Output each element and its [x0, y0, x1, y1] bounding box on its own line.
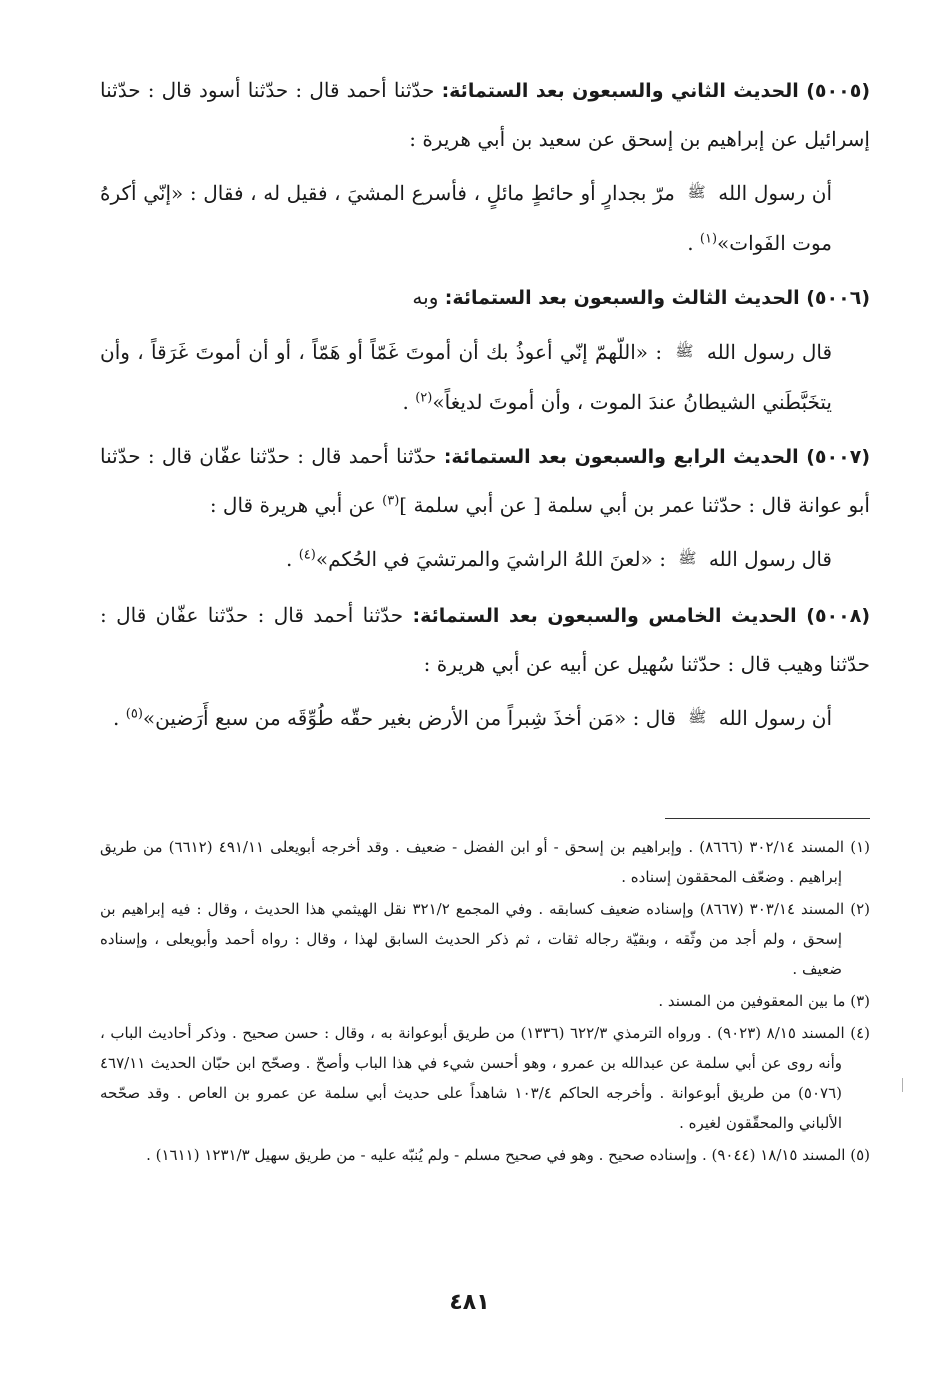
hadith-5005-chain: حدّثنا أحمد قال : حدّثنا أسود قال : حدّثنا إسرائيل عن إبراهيم بن إسحق عن سعيد بن أبي هريرة :: [100, 78, 870, 151]
hadith-5005-matn: [100, 169, 870, 267]
footnote-ref-5: (٥): [125, 706, 143, 722]
salawat-glyph: ﷺ: [678, 549, 697, 567]
hadith-5007-matn-start: قال رسول الله: [708, 547, 832, 571]
hadith-5008-matn: [100, 694, 870, 744]
footnote-ref-4: (٤): [298, 547, 316, 563]
footnote-5: (٥) المسند ١٨/١٥ (٩٠٤٤) . وإسناده صحيح . وهو في صحيح مسلم - ولم يُنبّه عليه - من طريق سهيل ١٢٣١/٣ (١٦١١) .: [146, 1146, 870, 1164]
hadith-5005-end: .: [687, 231, 694, 255]
salawat-glyph: ﷺ: [687, 183, 706, 201]
hadith-5007-chain: حدّثنا أحمد قال : حدّثنا عفّان قال : حدّثنا أبو عوانة قال : حدّثنا عمر بن أبي سلمة [ عن أبي سلمة ]: [100, 444, 870, 517]
hadith-5008-matn-text: قال : «مَن أخذَ شِبراً من الأرض بغير حقّه طُوِّقَه من سبع أَرَضين»: [142, 706, 676, 730]
hadith-5008-heading: (٥٠٠٨) الحديث الخامس والسبعون بعد الستمائة:: [412, 605, 871, 627]
hadith-5006-chain: وبه: [412, 285, 439, 309]
hadith-5006-heading: (٥٠٠٦) الحديث الثالث والسبعون بعد الستمائة:: [444, 287, 870, 309]
footnote-ref-3: (٣): [382, 493, 400, 509]
hadith-5008-chain: حدّثنا أحمد قال : حدّثنا عفّان قال : حدّثنا وهيب قال : حدّثنا سُهيل عن أبيه عن أبي هريرة :: [100, 603, 870, 676]
hadith-5006-matn: [100, 328, 870, 426]
main-text: [100, 66, 870, 750]
hadith-5006-end: .: [402, 390, 409, 414]
hadith-5007-heading: (٥٠٠٧) الحديث الرابع والسبعون بعد الستمائة:: [443, 446, 870, 468]
hadith-5007-isnad: [100, 432, 870, 529]
hadith-5007-end: .: [285, 547, 293, 571]
hadith-5007-matn: [100, 535, 870, 585]
hadith-5008-matn-start: أن رسول الله: [718, 706, 832, 730]
footnotes: [100, 832, 870, 1172]
footnote-3: (٣) ما بين المعقوفين من المسند .: [658, 992, 870, 1010]
footnote-1: (١) المسند ٣٠٢/١٤ (٨٦٦٦) . وإبراهيم بن إسحق - أو ابن الفضل - ضعيف . وقد أخرجه أبويعلى ٤٩١/١١ (٦٦١٢) من طريق إبراهيم . وضعّف المحققون إسناده .: [100, 838, 870, 886]
hadith-5006-matn-text: : «اللّهمّ إنّي أعوذُ بك أن أموتَ غَمّاً أو هَمّاً ، أو أن أموتَ غَرَقاً ، وأن يتخَبَّطَني الشيطانُ عندَ الموت ، وأن أموتَ لديغاً»: [100, 340, 832, 414]
hadith-5007-matn-text: : «لعنَ اللهُ الراشيَ والمرتشيَ في الحُكم»: [315, 547, 666, 571]
salawat-glyph: ﷺ: [675, 342, 694, 360]
footnote-2: (٢) المسند ٣٠٣/١٤ (٨٦٦٧) وإسناده ضعيف كسابقه . وفي المجمع ٣٢١/٢ نقل الهيثمي هذا الحديث ، وقال : فيه إبراهيم بن إسحق ، ولم أجد من وثّقه ، وبقيّة رجاله ثقات ، ثم ذكر الحديث السابق لهذا ، وقال : رواه أحمد وأبويعلى ، وإسناده ضعيف .: [100, 900, 870, 978]
hadith-5006-matn-start: قال رسول الله: [706, 340, 833, 364]
scan-edge-mark: [902, 1078, 903, 1092]
footnote-ref-1: (١): [699, 231, 718, 247]
hadith-5008-end: .: [113, 706, 120, 730]
salawat-glyph: ﷺ: [688, 708, 707, 726]
hadith-5005-matn-text: مرّ بجدارٍ أو حائطٍ مائلٍ ، فأسرع المشيَ ، فقيل له ، فقال : «إنّي أكرهُ موت الفَوات»: [100, 181, 832, 255]
hadith-5006-isnad: [100, 273, 870, 322]
footnote-4: (٤) المسند ٨/١٥ (٩٠٢٣) . ورواه الترمذي ٦٢٢/٣ (١٣٣٦) من طريق أبوعوانة به ، وقال : حسن صحيح . وذكر أحاديث الباب ، وأنه روى عن أبي سلمة عن عبدالله بن عمرو ، وهو أحسن شيء في هذا الباب وأصحّ . وصحّح ابن حبّان الحديث ٤٦٧/١١ (٥٠٧٦) من طريق أبوعوانة . وأخرجه الحاكم ١٠٣/٤ شاهداً على حديث أبي سلمة عن عمرو بن العاص . وقد صحّحه الألباني والمحقّقون لغيره .: [100, 1024, 870, 1132]
hadith-5008-isnad: [100, 591, 870, 688]
hadith-5005-heading: (٥٠٠٥) الحديث الثاني والسبعون بعد الستمائة:: [441, 80, 870, 102]
page-number: ٤٨١: [449, 1290, 490, 1315]
footnote-ref-2: (٢): [415, 390, 433, 406]
hadith-5005-isnad: [100, 66, 870, 163]
hadith-5005-matn-start: أن رسول الله: [718, 181, 832, 205]
hadith-5007-chain-end: عن أبي هريرة قال :: [209, 493, 376, 517]
footnote-divider: [665, 818, 870, 819]
